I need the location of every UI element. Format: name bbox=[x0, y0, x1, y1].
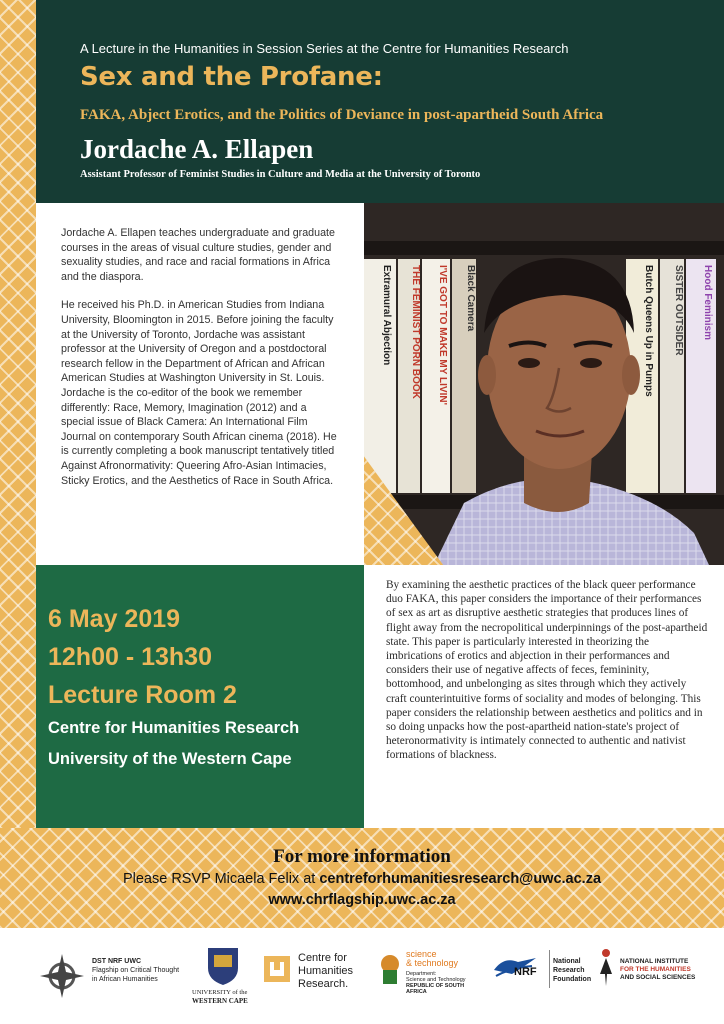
event-centre: Centre for Humanities Research bbox=[48, 719, 300, 737]
abstract-text: By examining the aesthetic practices of the black queer performance duo FAKA, this paper considers the importance of their performances of sex as art as disruptive aesthetic strategies that produces lines of flight away from the necropolitical underpinnings of the post-apartheid state. This paper is particularly interested in theorizing the imbrications of erotics and abjection in their performances and considers their use of negative affects of feces, femininity, bottomhood, and unbelonging as sites through which they actively craft counterintuitive forms of sociality and modes of belonging. This paper considers the relationship between aesthetics and politics and in so doing unpacks how the post-apartheid nation-state's project of heteronormativity is intimately connected to authentic and nativist formations of blackness. bbox=[386, 579, 708, 762]
nihss-line1: NATIONAL INSTITUTE bbox=[620, 958, 689, 965]
lecture-series-line: A Lecture in the Humanities in Session Series at the Centre for Humanities Research bbox=[80, 41, 569, 56]
nrf-line2: Research bbox=[553, 967, 585, 974]
bio-paragraph: Jordache A. Ellapen teaches undergraduate and graduate courses in the areas of visual culture studies, gender and sexuality studies, and race and racial formations in Africa and the diaspora. bbox=[61, 227, 335, 283]
book-spine-title: Black Camera bbox=[465, 265, 476, 332]
dst-line5: REPUBLIC OF SOUTH AFRICA bbox=[406, 983, 465, 995]
book-spine-title: SISTER OUTSIDER bbox=[673, 265, 684, 356]
bio-paragraph: He received his Ph.D. in American Studies from Indiana University, Bloomington in 2015. Before joining the faculty at the University of Toronto, Jordache was assistant professor at the University of Oregon and a postdoctoral research fellow in the Department of African and African American Studies at Washington University in St. Louis. Jordache is the co-editor of the book we remember differently: Race, Memory, Imagination (2012) and a special issue of Black Camera: An International Film Journal on contemporary South African cinema (2018). He is currently completing a book manuscript tentatively titled Against Afronormativity: Queering Afro-Asian Intimacies, Sticky Erotics, and the Aesthetics of Race in South Africa. bbox=[61, 299, 337, 487]
event-time: 12h00 - 13h30 bbox=[48, 643, 212, 671]
event-university: University of the Western Cape bbox=[48, 750, 292, 768]
nrf-logo bbox=[492, 946, 592, 1012]
dst-line2: & technology bbox=[406, 958, 459, 968]
flagship-line1: DST NRF UWC bbox=[92, 958, 141, 965]
rsvp-line bbox=[0, 871, 724, 887]
sa-coat-of-arms-icon bbox=[378, 952, 402, 986]
nrf-divider bbox=[549, 950, 550, 988]
rsvp-text: Please RSVP Micaela Felix at bbox=[122, 871, 320, 887]
event-date: 6 May 2019 bbox=[48, 605, 181, 633]
nihss-line3: AND SOCIAL SCIENCES bbox=[620, 974, 696, 981]
book-spine-title: I'VE GOT TO MAKE MY LIVIN' bbox=[437, 265, 448, 405]
nihss-figure-icon bbox=[596, 948, 616, 988]
decorative-pattern-strip bbox=[0, 0, 36, 828]
book-spine-title: Extramural Abjection bbox=[381, 265, 392, 366]
info-band bbox=[0, 828, 724, 928]
speaker-photo bbox=[364, 203, 724, 565]
flagship-line2: Flagship on Critical Thought bbox=[92, 967, 180, 974]
website-link[interactable]: www.chrflagship.uwc.ac.za bbox=[268, 892, 456, 908]
flagship-emblem-icon bbox=[36, 950, 88, 1002]
chr-mark-icon bbox=[262, 954, 292, 984]
lecture-subtitle: FAKA, Abject Erotics, and the Politics of Deviance in post-apartheid South Africa bbox=[80, 107, 604, 123]
dst-line3: Department: bbox=[406, 971, 437, 977]
book-spine-title: Hood Feminism bbox=[702, 265, 713, 341]
dst-line4: Science and Technology bbox=[406, 977, 466, 983]
chr-logo bbox=[262, 946, 370, 1012]
event-details bbox=[36, 565, 364, 828]
speaker-portrait-image bbox=[364, 203, 724, 565]
book-spine-title: Butch Queens Up in Pumps bbox=[643, 265, 654, 397]
lecture-abstract bbox=[364, 565, 724, 828]
speaker-name: Jordache A. Ellapen bbox=[80, 134, 314, 164]
nihss-line2: FOR THE HUMANITIES bbox=[620, 966, 691, 973]
uwc-crest-icon bbox=[206, 946, 240, 986]
chr-line1: Centre for bbox=[298, 952, 347, 964]
uwc-logo bbox=[192, 946, 254, 1012]
info-heading: For more information bbox=[273, 846, 451, 867]
uwc-line2: WESTERN CAPE bbox=[192, 997, 248, 1005]
uwc-line1: UNIVERSITY of the bbox=[192, 989, 248, 996]
speaker-bio bbox=[36, 203, 364, 565]
flagship-line3: in African Humanities bbox=[92, 976, 158, 983]
dst-logo bbox=[378, 946, 484, 1012]
header-banner bbox=[36, 0, 724, 203]
flagship-logo bbox=[36, 946, 181, 1012]
event-venue-room: Lecture Room 2 bbox=[48, 681, 237, 709]
lecture-title: Sex and the Profane: bbox=[80, 62, 383, 92]
nrf-line3: Foundation bbox=[553, 976, 592, 983]
dst-line1: science bbox=[406, 949, 437, 959]
nrf-line1: National bbox=[553, 958, 581, 965]
sponsor-logos bbox=[0, 928, 724, 1024]
chr-line3: Research. bbox=[298, 978, 349, 990]
nrf-mark: NRF bbox=[514, 966, 537, 978]
book-spine-title: THE FEMINIST PORN BOOK bbox=[410, 265, 421, 399]
nihss-logo bbox=[596, 946, 716, 1012]
rsvp-email-link[interactable]: centreforhumanitiesresearch@uwc.ac.za bbox=[319, 871, 602, 887]
chr-line2: Humanities bbox=[298, 965, 354, 977]
speaker-affiliation: Assistant Professor of Feminist Studies in Culture and Media at the University of Toronto bbox=[80, 169, 481, 180]
